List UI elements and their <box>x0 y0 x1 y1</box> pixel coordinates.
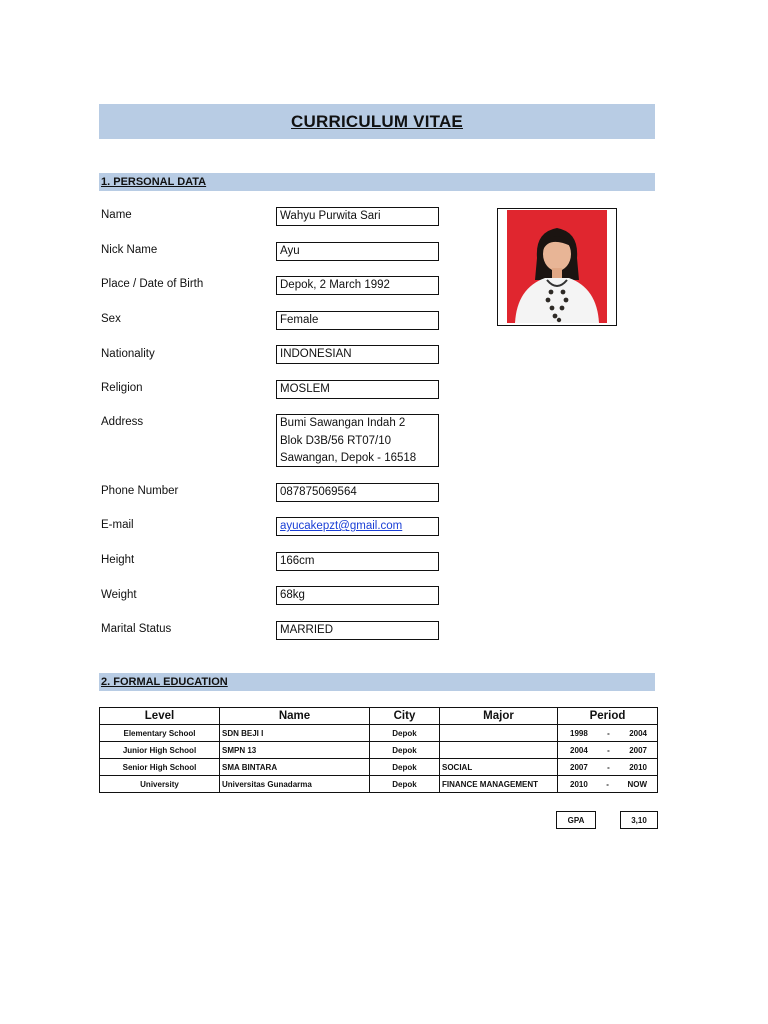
sex-label: Sex <box>101 313 121 325</box>
portrait-image <box>507 210 607 323</box>
address-field <box>276 414 439 467</box>
city-cell: Depok <box>370 759 440 776</box>
period-separator: - <box>607 745 610 755</box>
period-to: 2007 <box>629 745 647 755</box>
weight-label: Weight <box>101 589 137 601</box>
city-cell: Depok <box>370 742 440 759</box>
education-table <box>99 707 658 793</box>
column-header-name: Name <box>220 708 370 725</box>
city-cell: Depok <box>370 725 440 742</box>
period-to: 2010 <box>629 762 647 772</box>
period-to: 2004 <box>629 728 647 738</box>
email-field <box>276 517 439 536</box>
column-header-level: Level <box>100 708 220 725</box>
level-cell: University <box>100 776 220 793</box>
level-cell: Senior High School <box>100 759 220 776</box>
email-link[interactable]: ayucakepzt@gmail.com <box>280 520 403 532</box>
cv-title: CURRICULUM VITAE <box>291 111 463 131</box>
nick-name-label: Nick Name <box>101 244 158 256</box>
birth-field: Depok, 2 March 1992 <box>276 276 439 295</box>
period-separator: - <box>606 779 609 789</box>
profile-photo <box>497 208 617 326</box>
cv-title-bar <box>99 104 655 139</box>
major-cell <box>440 725 558 742</box>
birth-label: Place / Date of Birth <box>101 278 204 290</box>
name-field: Wahyu Purwita Sari <box>276 207 439 226</box>
gpa-label: GPA <box>556 811 596 829</box>
school-name-cell: SMA BINTARA <box>220 759 370 776</box>
religion-field: MOSLEM <box>276 380 439 399</box>
period-from: 2004 <box>570 745 588 755</box>
school-name-cell: Universitas Gunadarma <box>220 776 370 793</box>
phone-field: 087875069564 <box>276 483 439 502</box>
period-separator: - <box>607 728 610 738</box>
period-cell <box>558 759 658 776</box>
period-cell <box>558 776 658 793</box>
level-cell: Elementary School <box>100 725 220 742</box>
table-row <box>100 725 658 742</box>
column-header-major: Major <box>440 708 558 725</box>
nick-name-field: Ayu <box>276 242 439 261</box>
address-line-2: Blok D3B/56 RT07/10 <box>280 434 392 447</box>
table-row <box>100 776 658 793</box>
period-to: NOW <box>627 779 647 789</box>
gpa-value: 3,10 <box>620 811 658 829</box>
email-label: E-mail <box>101 519 134 531</box>
period-from: 2010 <box>570 779 588 789</box>
height-label: Height <box>101 554 135 566</box>
table-row <box>100 759 658 776</box>
name-label: Name <box>101 209 132 221</box>
personal-data-section-header <box>99 173 655 191</box>
education-header-row <box>100 708 658 725</box>
nationality-label: Nationality <box>101 348 155 360</box>
level-cell: Junior High School <box>100 742 220 759</box>
period-cell <box>558 725 658 742</box>
address-line-1: Bumi Sawangan Indah 2 <box>280 417 406 429</box>
marital-status-label: Marital Status <box>101 623 172 635</box>
phone-label: Phone Number <box>101 485 179 497</box>
marital-status-field: MARRIED <box>276 621 439 640</box>
height-field: 166cm <box>276 552 439 571</box>
column-header-period: Period <box>558 708 658 725</box>
nationality-field: INDONESIAN <box>276 345 439 364</box>
religion-label: Religion <box>101 382 143 394</box>
education-heading: 2. FORMAL EDUCATION <box>101 676 228 688</box>
period-from: 2007 <box>570 762 588 772</box>
major-cell: SOCIAL <box>440 759 558 776</box>
major-cell: FINANCE MANAGEMENT <box>440 776 558 793</box>
city-cell: Depok <box>370 776 440 793</box>
sex-field: Female <box>276 311 439 330</box>
address-label: Address <box>101 416 144 428</box>
period-separator: - <box>607 762 610 772</box>
school-name-cell: SDN BEJI I <box>220 725 370 742</box>
table-row <box>100 742 658 759</box>
weight-field: 68kg <box>276 586 439 605</box>
column-header-city: City <box>370 708 440 725</box>
major-cell <box>440 742 558 759</box>
school-name-cell: SMPN 13 <box>220 742 370 759</box>
period-cell <box>558 742 658 759</box>
education-section-header <box>99 673 655 691</box>
period-from: 1998 <box>570 728 588 738</box>
personal-data-heading: 1. PERSONAL DATA <box>101 176 207 188</box>
address-line-3: Sawangan, Depok - 16518 <box>280 452 417 464</box>
